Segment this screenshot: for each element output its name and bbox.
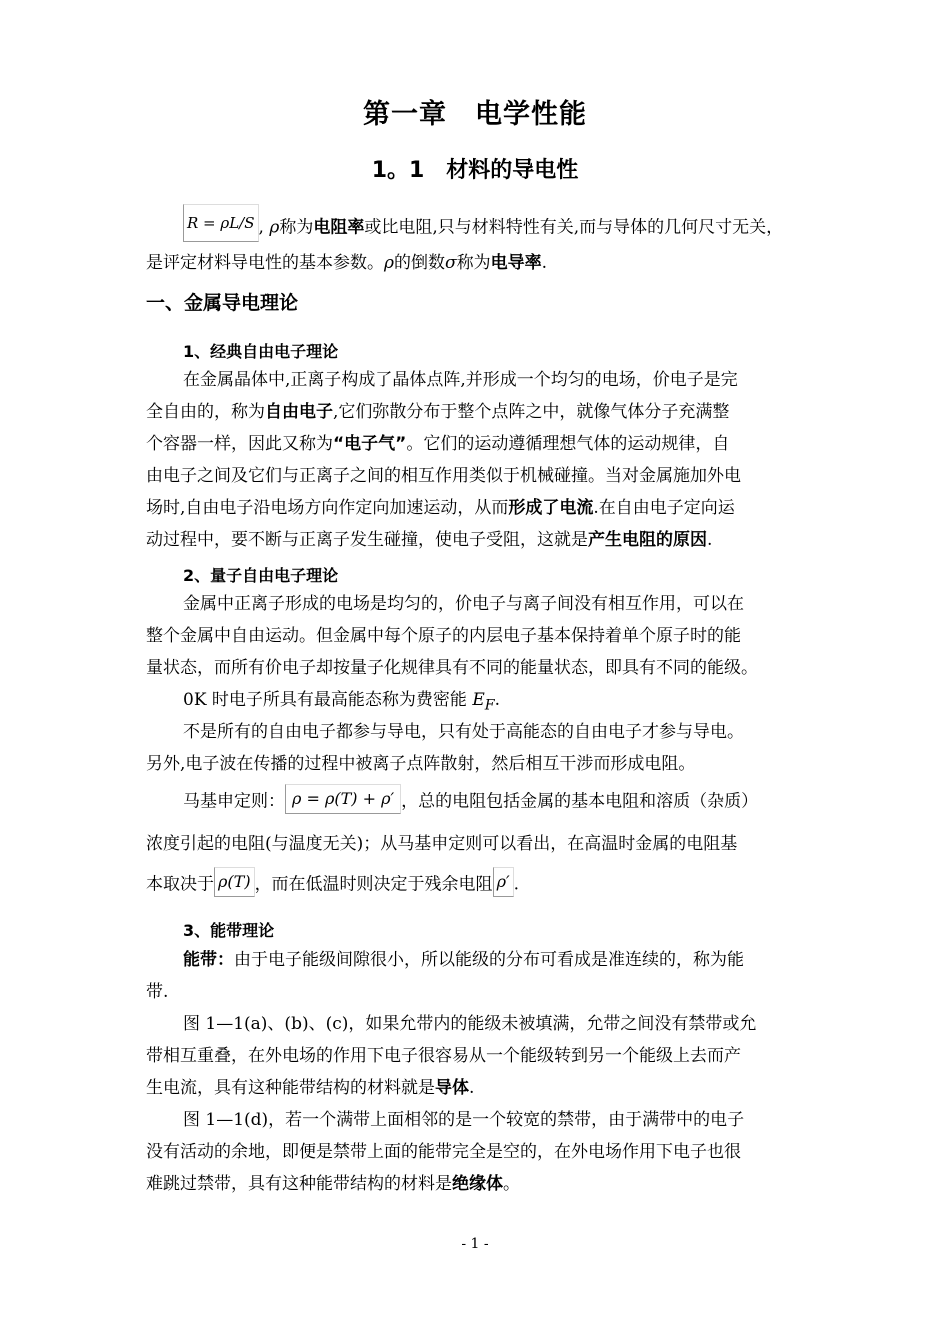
intro-line-2: 是评定材料导电性的基本参数。ρ的倒数σ称为电导率.	[146, 253, 548, 273]
para-line: 图 1—1(d)，若一个满带上面相邻的是一个较宽的禁带，由于满带中的电子	[183, 1110, 745, 1130]
para-line: 不是所有的自由电子都参与导电，只有处于高能态的自由电子才参与导电。	[183, 722, 744, 742]
para-line: 难跳过禁带，具有这种能带结构的材料是绝缘体。	[146, 1174, 520, 1194]
term-conductivity: 电导率	[490, 253, 542, 273]
section-heading-metal-conduction: 一、金属导电理论	[146, 292, 299, 314]
subheading-classical: 1、经典自由电子理论	[183, 342, 339, 361]
para-line: 动过程中，要不断与正离子发生碰撞，使电子受阻，这就是产生电阻的原因.	[146, 530, 713, 550]
para-line: 由电子之间及它们与正离子之间的相互作用类似于机械碰撞。当对金属施加外电	[146, 466, 741, 486]
para-line: 带相互重叠，在外电场的作用下电子很容易从一个能级转到另一个能级上去而产	[146, 1046, 741, 1066]
matthiessen-formula: ρ = ρ(T) + ρ′	[285, 784, 401, 814]
subheading-band-theory: 3、能带理论	[183, 921, 275, 940]
resistance-formula: R = ρL/S	[183, 204, 259, 242]
para-line: 没有活动的余地，即便是禁带上面的能带完全是空的，在外电场作用下电子也很	[146, 1142, 741, 1162]
para-line: 另外,电子波在传播的过程中被离子点阵散射，然后相互干涉而形成电阻。	[146, 754, 696, 774]
para-line: 场时,自由电子沿电场方向作定向加速运动，从而形成了电流.在自由电子定向运	[146, 498, 735, 518]
rho-symbol: ρ	[269, 217, 280, 238]
subheading-quantum: 2、量子自由电子理论	[183, 566, 339, 585]
para-line: 本取决于 ρ(T) ，而在低温时则决定于残余电阻 ρ′ .	[146, 873, 519, 897]
para-line: 金属中正离子形成的电场是均匀的，价电子与离子间没有相互作用，可以在	[183, 594, 744, 614]
chapter-title: 第一章 电学性能	[363, 99, 587, 130]
para-line: 能带：由于电子能级间隙很小，所以能级的分布可看成是准连续的，称为能	[183, 950, 744, 970]
matthiessen-rule-line: 马基申定则： ρ = ρ(T) + ρ′ ，总的电阻包括金属的基本电阻和溶质（杂质）	[183, 790, 758, 814]
para-line: 带.	[146, 982, 169, 1002]
para-line: 0K 时电子所具有最高能态称为费密能 $E_F$.	[183, 690, 500, 714]
para-line: 全自由的，称为自由电子,它们弥散分布于整个点阵之中，就像气体分子充满整	[146, 402, 730, 422]
page-number: - 1 -	[461, 1236, 489, 1252]
para-line: 整个金属中自由运动。但金属中每个原子的内层电子基本保持着单个原子时的能	[146, 626, 741, 646]
para-line: 在金属晶体中,正离子构成了晶体点阵,并形成一个均匀的电场，价电子是完	[183, 370, 738, 390]
para-line: 图 1—1(a)、(b)、(c)，如果允带内的能级未被填满，允带之间没有禁带或允	[183, 1014, 757, 1034]
rho-t-formula: ρ(T)	[214, 867, 255, 897]
residual-resistivity-formula: ρ′	[493, 867, 514, 897]
para-line: 生电流，具有这种能带结构的材料就是导体.	[146, 1078, 475, 1098]
para-line: 浓度引起的电阻(与温度无关)；从马基申定则可以看出，在高温时金属的电阻基	[146, 834, 738, 854]
para-line: 量状态，而所有价电子却按量子化规律具有不同的能量状态，即具有不同的能级。	[146, 658, 758, 678]
para-line: 个容器一样，因此又称为“电子气”。它们的运动遵循理想气体的运动规律，自	[146, 434, 730, 454]
section-title: 1。1 材料的导电性	[371, 158, 579, 183]
term-resistivity: 电阻率	[313, 217, 365, 238]
intro-line-1: R = ρL/S , ρ称为电阻率或比电阻,只与材料特性有关,而与导体的几何尺寸无关，	[183, 214, 783, 242]
